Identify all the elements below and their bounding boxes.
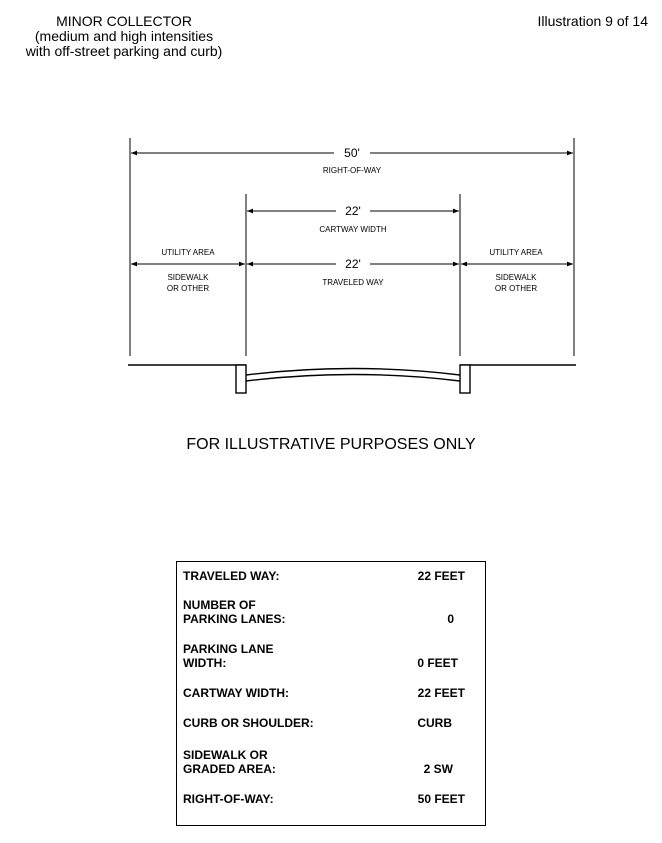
illustration-number: Illustration 9 of 14 xyxy=(537,13,648,29)
spec-value: 22 FEET xyxy=(417,569,465,583)
spec-value: 0 xyxy=(447,612,454,626)
cartway-dimension-value: 22' xyxy=(345,204,361,218)
spec-label: CURB OR SHOULDER: xyxy=(183,716,314,730)
spec-value: 22 FEET xyxy=(417,686,465,700)
spec-label: CARTWAY WIDTH: xyxy=(183,686,289,700)
spec-label: PARKING LANE WIDTH: xyxy=(183,642,274,670)
title-line-1: MINOR COLLECTOR xyxy=(56,13,192,29)
spec-value: 50 FEET xyxy=(417,792,465,806)
sidewalk-right-label-line1: SIDEWALK xyxy=(495,273,537,282)
spec-label: TRAVELED WAY: xyxy=(183,569,280,583)
utility-area-left-label: UTILITY AREA xyxy=(161,248,215,257)
spec-label: NUMBER OF PARKING LANES: xyxy=(183,598,286,626)
utility-area-right-label: UTILITY AREA xyxy=(489,248,543,257)
spec-value: CURB xyxy=(417,716,452,730)
cartway-dimension-label: CARTWAY WIDTH xyxy=(319,225,387,234)
spec-row xyxy=(183,562,473,806)
title-line-3: with off-street parking and curb) xyxy=(25,43,223,59)
road-surface-bottom xyxy=(246,375,460,382)
curb-left xyxy=(236,365,246,393)
street-cross-section-diagram xyxy=(0,0,662,420)
curb-right xyxy=(460,365,470,393)
sidewalk-left-label-line2: OR OTHER xyxy=(166,284,210,293)
specification-box xyxy=(176,561,486,826)
title-line-2: (medium and high intensities xyxy=(34,28,214,44)
traveled-dimension-label: TRAVELED WAY xyxy=(322,278,384,287)
spec-label: RIGHT-OF-WAY: xyxy=(183,792,274,806)
spec-label: SIDEWALK OR GRADED AREA: xyxy=(183,748,276,776)
spec-value: 2 SW xyxy=(423,762,453,776)
row-dimension-label: RIGHT-OF-WAY xyxy=(322,166,382,175)
row-dimension-value: 50' xyxy=(344,146,360,160)
illustrative-disclaimer: FOR ILLUSTRATIVE PURPOSES ONLY xyxy=(186,436,476,453)
sidewalk-left-label-line1: SIDEWALK xyxy=(167,273,209,282)
spec-value: 0 FEET xyxy=(417,656,458,670)
traveled-dimension-value: 22' xyxy=(345,257,361,271)
sidewalk-right-label-line2: OR OTHER xyxy=(494,284,538,293)
